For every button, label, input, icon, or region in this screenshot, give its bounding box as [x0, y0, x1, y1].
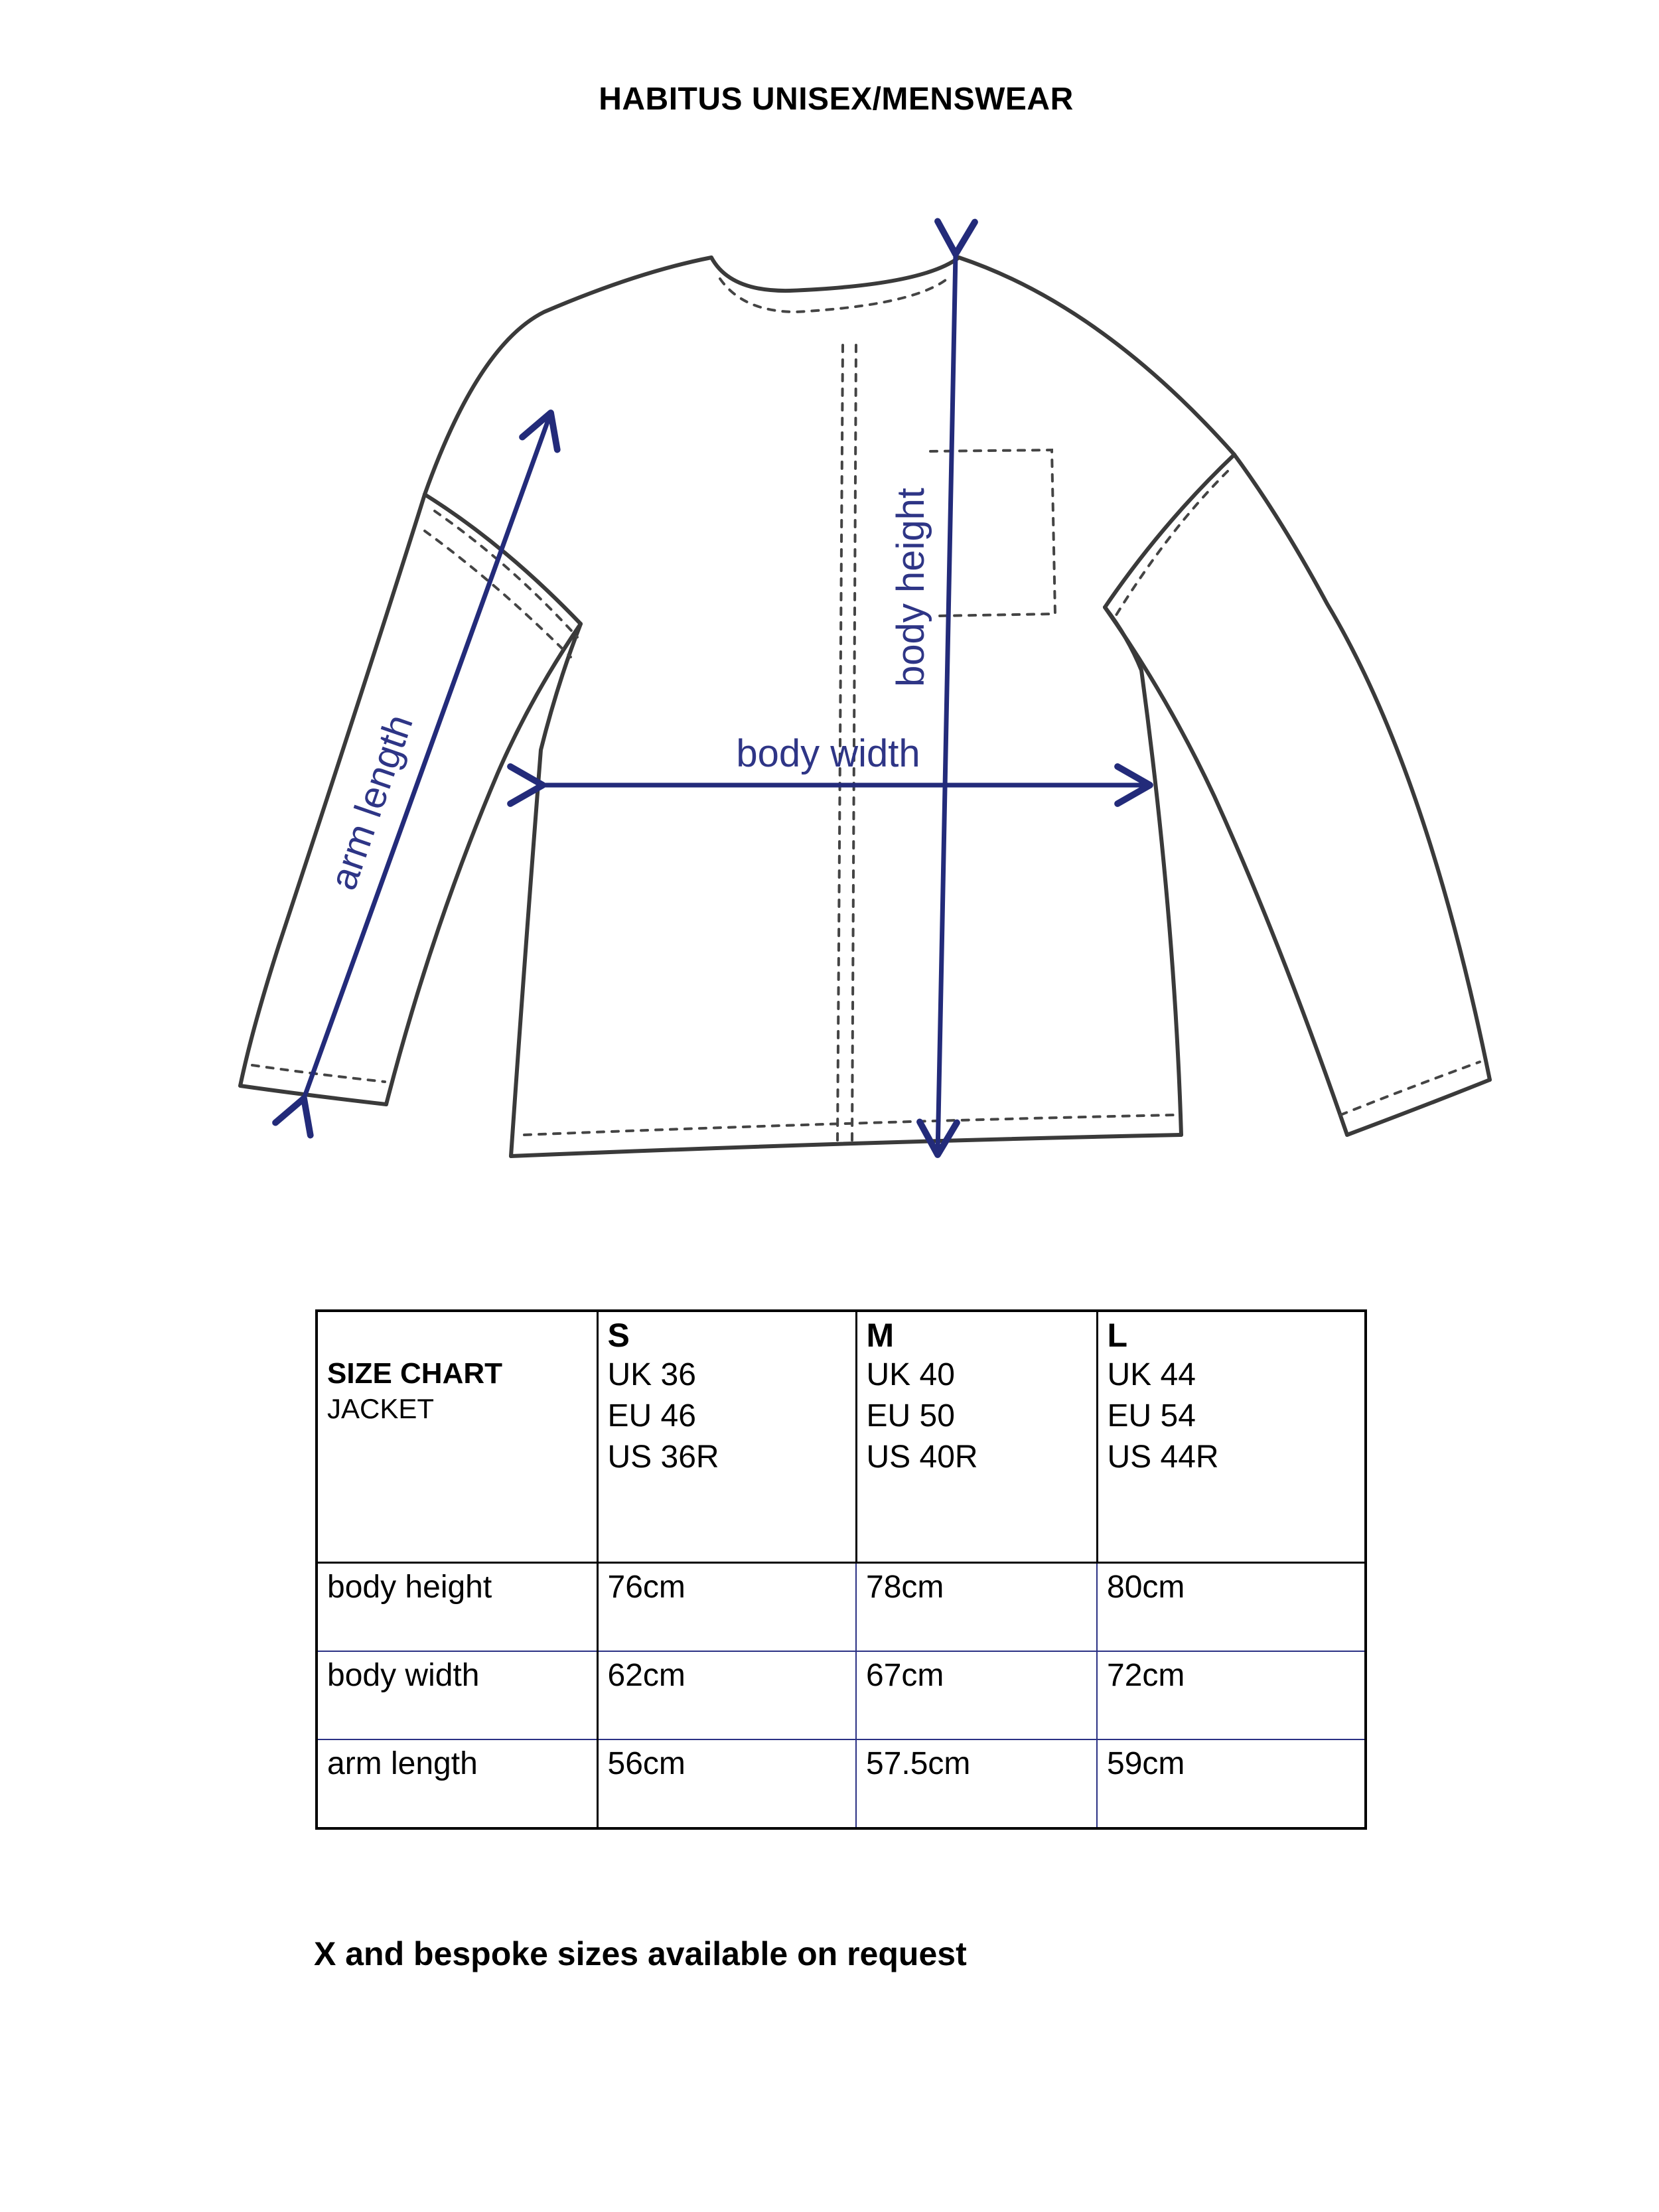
measure-label: body width [317, 1651, 597, 1739]
size-code: S [607, 1317, 630, 1354]
measure-value: 78cm [856, 1563, 1097, 1652]
size-header-row [317, 1311, 1366, 1563]
jacket-stitching [252, 277, 1480, 1143]
size-eu: EU 46 [607, 1398, 696, 1434]
size-uk: UK 40 [866, 1357, 955, 1392]
measure-value: 76cm [597, 1563, 856, 1652]
size-m-header [856, 1311, 1097, 1563]
arm-length-label: arm length [321, 709, 421, 895]
size-uk: UK 44 [1107, 1357, 1196, 1392]
measurement-arrows [304, 254, 1150, 1155]
size-chart-corner [317, 1311, 597, 1563]
size-eu: EU 50 [866, 1398, 955, 1434]
size-eu: EU 54 [1107, 1398, 1196, 1434]
measure-value: 56cm [597, 1739, 856, 1828]
size-uk: UK 36 [607, 1357, 696, 1392]
size-us: US 40R [866, 1439, 978, 1475]
body-height-arrow [938, 254, 956, 1155]
table-row [317, 1563, 1366, 1652]
measure-value: 67cm [856, 1651, 1097, 1739]
measure-value: 59cm [1097, 1739, 1366, 1828]
measure-value: 72cm [1097, 1651, 1366, 1739]
size-chart-table [315, 1309, 1367, 1830]
measure-label: body height [317, 1563, 597, 1652]
measure-label: arm length [317, 1739, 597, 1828]
size-chart-label: SIZE CHART [327, 1357, 502, 1390]
table-row [317, 1651, 1366, 1739]
size-us: US 36R [607, 1439, 719, 1475]
table-row [317, 1739, 1366, 1828]
size-code: L [1107, 1317, 1128, 1354]
size-l-header [1097, 1311, 1366, 1563]
size-chart-subtitle: JACKET [327, 1393, 435, 1424]
page-title: HABITUS UNISEX/MENSWEAR [599, 82, 1074, 117]
body-width-label: body width [736, 732, 920, 775]
size-us: US 44R [1107, 1439, 1219, 1475]
measure-value: 57.5cm [856, 1739, 1097, 1828]
footer-note: X and bespoke sizes available on request [314, 1935, 967, 1972]
measure-value: 62cm [597, 1651, 856, 1739]
measure-value: 80cm [1097, 1563, 1366, 1652]
size-code: M [866, 1317, 895, 1354]
size-s-header [597, 1311, 856, 1563]
jacket-outline [240, 258, 1490, 1156]
body-height-label: body height [889, 488, 932, 687]
